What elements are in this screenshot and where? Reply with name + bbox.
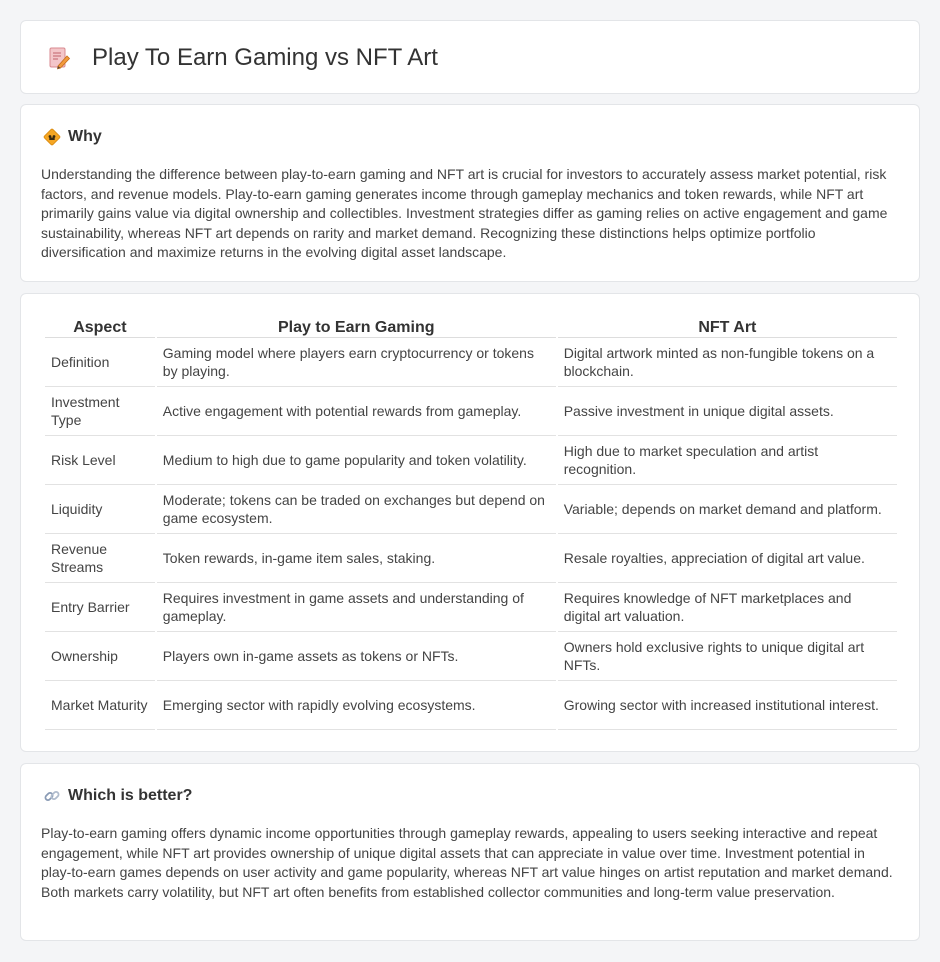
play-to-earn-cell: Emerging sector with rapidly evolving ecosystems. [157,681,556,730]
comparison-table-card [20,293,920,752]
why-heading: Why [68,128,102,145]
aspect-cell: Risk Level [45,436,155,485]
table-row [45,485,897,534]
nft-art-cell: Passive investment in unique digital assets. [558,387,897,436]
aspect-cell: Investment Type [45,387,155,436]
diamond-sign-icon [43,128,61,146]
header-play-to-earn: Play to Earn Gaming [157,314,556,338]
table-row [45,681,897,730]
play-to-earn-cell: Players own in-game assets as tokens or NFTs. [157,632,556,681]
title-row [21,21,919,95]
play-to-earn-cell: Token rewards, in-game item sales, staking. [157,534,556,583]
nft-art-cell: Owners hold exclusive rights to unique digital art NFTs. [558,632,897,681]
aspect-cell: Definition [45,338,155,387]
nft-art-cell: Requires knowledge of NFT marketplaces and digital art valuation. [558,583,897,632]
table-row [45,583,897,632]
better-heading: Which is better? [68,787,193,804]
nft-art-cell: Resale royalties, appreciation of digital art value. [558,534,897,583]
nft-art-cell: Growing sector with increased institutional interest. [558,681,897,730]
link-icon [43,787,61,805]
document-pen-icon [46,45,72,71]
better-heading-row [43,787,192,805]
table-row [45,632,897,681]
better-text: Play-to-earn gaming offers dynamic income opportunities through gameplay rewards, appealing to users seeking interactive and repeat engagement, while NFT art provides ownership of unique digital assets that can appreciate in value over time. Investment potential in play-to-earn games depends on user activity and game popularity, whereas NFT art value hinges on artist reputation and market demand. Both markets carry volatility, but NFT art often benefits from established collector communities and long-term value preservation. [41,825,893,900]
comparison-table [43,314,899,730]
table-header-row [45,314,897,338]
aspect-cell: Revenue Streams [45,534,155,583]
play-to-earn-cell: Gaming model where players earn cryptocurrency or tokens by playing. [157,338,556,387]
aspect-cell: Entry Barrier [45,583,155,632]
table-row [45,338,897,387]
page-title: Play To Earn Gaming vs NFT Art [92,44,438,71]
play-to-earn-cell: Moderate; tokens can be traded on exchanges but depend on game ecosystem. [157,485,556,534]
aspect-cell: Liquidity [45,485,155,534]
table-row [45,387,897,436]
header-nft-art: NFT Art [558,314,897,338]
why-heading-row [43,128,102,146]
nft-art-cell: High due to market speculation and artist recognition. [558,436,897,485]
play-to-earn-cell: Active engagement with potential rewards from gameplay. [157,387,556,436]
nft-art-cell: Variable; depends on market demand and platform. [558,485,897,534]
why-card [20,104,920,282]
table-row [45,436,897,485]
play-to-earn-cell: Medium to high due to game popularity and token volatility. [157,436,556,485]
nft-art-cell: Digital artwork minted as non-fungible tokens on a blockchain. [558,338,897,387]
table-row [45,534,897,583]
aspect-cell: Ownership [45,632,155,681]
header-aspect: Aspect [45,314,155,338]
aspect-cell: Market Maturity [45,681,155,730]
why-text: Understanding the difference between play-to-earn gaming and NFT art is crucial for investors to accurately assess market potential, risk factors, and revenue models. Play-to-earn gaming generates income through gameplay mechanics and token rewards, while NFT art primarily gains value via digital ownership and collectibles. Investment strategies differ as gaming relies on active engagement and game sustainability, whereas NFT art depends on rarity and market demand. Recognizing these distinctions helps optimize portfolio diversification and maximize returns in the evolving digital asset landscape. [41,166,888,260]
which-is-better-card [20,763,920,941]
play-to-earn-cell: Requires investment in game assets and understanding of gameplay. [157,583,556,632]
title-card [20,20,920,94]
